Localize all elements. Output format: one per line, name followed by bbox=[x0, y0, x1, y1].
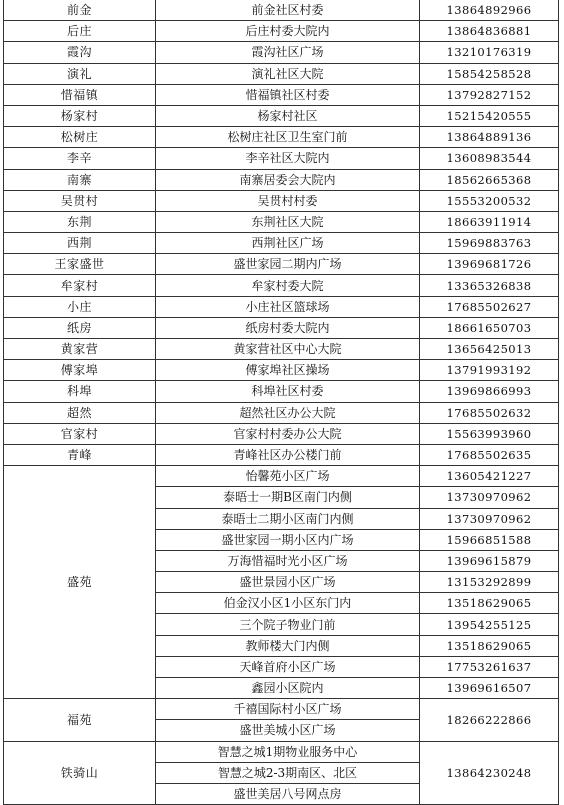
table-row bbox=[4, 254, 559, 275]
area-cell: 王家盛世 bbox=[4, 254, 156, 275]
phone-cell: 15854258528 bbox=[420, 63, 559, 84]
location-cell: 黄家营社区中心大院 bbox=[156, 339, 420, 360]
phone-cell: 13656425013 bbox=[420, 339, 559, 360]
table-row bbox=[4, 169, 559, 190]
table-row bbox=[4, 42, 559, 63]
phone-cell: 13969616507 bbox=[420, 678, 559, 699]
location-cell: 泰晤士一期B区南门内侧 bbox=[156, 487, 420, 508]
area-cell-merged: 铁骑山 bbox=[4, 741, 156, 805]
table-row bbox=[4, 339, 559, 360]
table-row bbox=[4, 63, 559, 84]
phone-cell: 17685502632 bbox=[420, 402, 559, 423]
location-cell: 怡馨苑小区广场 bbox=[156, 466, 420, 487]
table-row bbox=[4, 127, 559, 148]
location-cell: 演礼社区大院 bbox=[156, 63, 420, 84]
table-row bbox=[4, 275, 559, 296]
area-cell: 南寨 bbox=[4, 169, 156, 190]
location-cell: 李辛社区大院内 bbox=[156, 148, 420, 169]
location-cell: 霞沟社区广场 bbox=[156, 42, 420, 63]
area-cell: 松树庄 bbox=[4, 127, 156, 148]
table-row bbox=[4, 402, 559, 423]
phone-cell: 18562665368 bbox=[420, 169, 559, 190]
table-row bbox=[4, 381, 559, 402]
area-cell: 牟家村 bbox=[4, 275, 156, 296]
phone-cell-merged: 18266222866 bbox=[420, 699, 559, 741]
phone-cell: 13969681726 bbox=[420, 254, 559, 275]
location-cell: 惜福镇社区村委 bbox=[156, 84, 420, 105]
location-cell: 盛世美城小区广场 bbox=[156, 720, 420, 741]
phone-cell: 13864892966 bbox=[420, 0, 559, 21]
phone-cell: 17685502627 bbox=[420, 296, 559, 317]
phone-cell: 13730970962 bbox=[420, 508, 559, 529]
location-cell: 青峰社区办公楼门前 bbox=[156, 444, 420, 465]
phone-cell: 13792827152 bbox=[420, 84, 559, 105]
table-row bbox=[4, 317, 559, 338]
phone-cell: 13864889136 bbox=[420, 127, 559, 148]
phone-cell: 13153292899 bbox=[420, 572, 559, 593]
phone-cell: 13365326838 bbox=[420, 275, 559, 296]
location-cell: 盛世家园一期小区内广场 bbox=[156, 529, 420, 550]
table-body bbox=[4, 0, 559, 805]
area-cell: 演礼 bbox=[4, 63, 156, 84]
location-cell: 智慧之城1期物业服务中心 bbox=[156, 741, 420, 762]
location-cell: 三个院子物业门前 bbox=[156, 614, 420, 635]
area-cell-merged: 福苑 bbox=[4, 699, 156, 741]
location-cell: 吴贯村村委 bbox=[156, 190, 420, 211]
phone-cell: 13210176319 bbox=[420, 42, 559, 63]
table-row bbox=[4, 423, 559, 444]
phone-cell: 13791993192 bbox=[420, 360, 559, 381]
phone-cell: 15563993960 bbox=[420, 423, 559, 444]
location-cell: 盛世景园小区广场 bbox=[156, 572, 420, 593]
phone-cell: 18661650703 bbox=[420, 317, 559, 338]
location-cell: 鑫园小区院内 bbox=[156, 678, 420, 699]
area-cell: 杨家村 bbox=[4, 105, 156, 126]
location-cell: 伯金汉小区1小区东门内 bbox=[156, 593, 420, 614]
location-cell: 科埠社区村委 bbox=[156, 381, 420, 402]
location-cell: 千禧国际村小区广场 bbox=[156, 699, 420, 720]
phone-cell: 13518629065 bbox=[420, 593, 559, 614]
area-cell: 官家村 bbox=[4, 423, 156, 444]
table-row bbox=[4, 0, 559, 21]
location-cell: 牟家村委大院 bbox=[156, 275, 420, 296]
area-cell: 黄家营 bbox=[4, 339, 156, 360]
location-cell: 纸房村委大院内 bbox=[156, 317, 420, 338]
area-cell: 东荆 bbox=[4, 211, 156, 232]
distribution-points-table bbox=[3, 0, 559, 805]
phone-cell: 15966851588 bbox=[420, 529, 559, 550]
location-cell: 盛世家园二期内广场 bbox=[156, 254, 420, 275]
area-cell: 后庄 bbox=[4, 21, 156, 42]
phone-cell: 15969883763 bbox=[420, 233, 559, 254]
table-row bbox=[4, 741, 559, 762]
location-cell: 杨家村社区 bbox=[156, 105, 420, 126]
location-cell: 官家村村委办公大院 bbox=[156, 423, 420, 444]
area-cell: 纸房 bbox=[4, 317, 156, 338]
table-row bbox=[4, 233, 559, 254]
table-row bbox=[4, 699, 559, 720]
area-cell-merged: 盛苑 bbox=[4, 466, 156, 699]
table-row bbox=[4, 21, 559, 42]
area-cell: 科埠 bbox=[4, 381, 156, 402]
phone-cell: 17685502635 bbox=[420, 444, 559, 465]
location-cell: 傅家埠社区操场 bbox=[156, 360, 420, 381]
table-row bbox=[4, 148, 559, 169]
location-cell: 南寨居委会大院内 bbox=[156, 169, 420, 190]
table-row bbox=[4, 296, 559, 317]
area-cell: 小庄 bbox=[4, 296, 156, 317]
area-cell: 超然 bbox=[4, 402, 156, 423]
phone-cell: 15553200532 bbox=[420, 190, 559, 211]
location-cell: 东荆社区大院 bbox=[156, 211, 420, 232]
area-cell: 青峰 bbox=[4, 444, 156, 465]
area-cell: 傅家埠 bbox=[4, 360, 156, 381]
location-cell: 泰晤士二期小区南门内侧 bbox=[156, 508, 420, 529]
phone-cell: 13608983544 bbox=[420, 148, 559, 169]
area-cell: 西荆 bbox=[4, 233, 156, 254]
phone-cell: 13954255125 bbox=[420, 614, 559, 635]
table-row bbox=[4, 105, 559, 126]
phone-cell: 13969615879 bbox=[420, 550, 559, 571]
phone-cell: 13730970962 bbox=[420, 487, 559, 508]
location-cell: 西荆社区广场 bbox=[156, 233, 420, 254]
table-row bbox=[4, 84, 559, 105]
phone-cell: 13518629065 bbox=[420, 635, 559, 656]
location-cell: 天峰首府小区广场 bbox=[156, 656, 420, 677]
phone-cell: 13864836881 bbox=[420, 21, 559, 42]
table-row bbox=[4, 466, 559, 487]
phone-cell: 13969866993 bbox=[420, 381, 559, 402]
location-cell: 前金社区村委 bbox=[156, 0, 420, 21]
phone-cell: 18663911914 bbox=[420, 211, 559, 232]
phone-cell: 17753261637 bbox=[420, 656, 559, 677]
area-cell: 李辛 bbox=[4, 148, 156, 169]
location-cell: 万海惜福时光小区广场 bbox=[156, 550, 420, 571]
area-cell: 霞沟 bbox=[4, 42, 156, 63]
area-cell: 吴贯村 bbox=[4, 190, 156, 211]
table-row bbox=[4, 211, 559, 232]
location-cell: 盛世美居八号网点房 bbox=[156, 783, 420, 804]
area-cell: 前金 bbox=[4, 0, 156, 21]
location-cell: 超然社区办公大院 bbox=[156, 402, 420, 423]
phone-cell: 15215420555 bbox=[420, 105, 559, 126]
location-cell: 教师楼大门内侧 bbox=[156, 635, 420, 656]
area-cell: 惜福镇 bbox=[4, 84, 156, 105]
table-row bbox=[4, 444, 559, 465]
location-cell: 小庄社区篮球场 bbox=[156, 296, 420, 317]
phone-cell-merged: 13864230248 bbox=[420, 741, 559, 805]
location-cell: 智慧之城2-3期南区、北区 bbox=[156, 762, 420, 783]
phone-cell: 13605421227 bbox=[420, 466, 559, 487]
table-row bbox=[4, 360, 559, 381]
location-cell: 松树庄社区卫生室门前 bbox=[156, 127, 420, 148]
location-cell: 后庄村委大院内 bbox=[156, 21, 420, 42]
table-row bbox=[4, 190, 559, 211]
